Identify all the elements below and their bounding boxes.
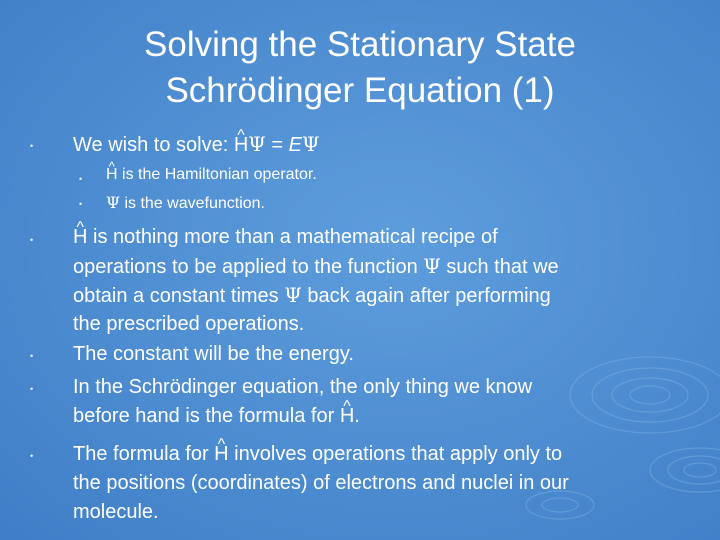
- text-run: before hand is the formula for: [73, 405, 340, 427]
- psi-symbol: Ψ: [301, 132, 320, 156]
- text-run: .: [354, 405, 360, 427]
- bullet-point-icon: •: [30, 141, 34, 151]
- bullet-text-line: [73, 373, 532, 402]
- title-line-2: Schrödinger Equation (1): [165, 71, 555, 110]
- bullet-point-icon: •: [30, 351, 34, 361]
- text-run: the positions (coordinates) of electrons and nuclei in our: [73, 472, 569, 494]
- text-run: such that we: [440, 256, 559, 278]
- text-run: E: [288, 134, 302, 156]
- text-run: The constant will be the energy.: [73, 343, 354, 365]
- bullet-text-line: [73, 281, 551, 311]
- bullet-text-line: [73, 310, 304, 339]
- bullet-text-line: [73, 469, 569, 498]
- text-run: back again after performing: [301, 285, 551, 307]
- text-run: operations to be applied to the function: [73, 256, 424, 278]
- bullet-text-line: [73, 498, 159, 527]
- bullet-text-line: [106, 164, 317, 186]
- text-run: We wish to solve:: [73, 134, 234, 156]
- title-line-1: Solving the Stationary State: [144, 25, 576, 64]
- text-run: =: [265, 134, 289, 156]
- bullet-point-icon: •: [30, 384, 34, 394]
- bullet-text-line: [73, 402, 360, 431]
- hamiltonian-symbol: ^ H: [73, 223, 87, 252]
- bullet-point-icon: •: [30, 451, 34, 461]
- bullet-text-line: [73, 440, 562, 469]
- text-run: molecule.: [73, 501, 159, 523]
- bullet-point-icon: •: [30, 235, 34, 245]
- bullet-text-line: [106, 192, 265, 215]
- psi-symbol: Ψ: [423, 254, 441, 278]
- text-run: The formula for: [73, 443, 215, 465]
- hamiltonian-symbol: ^ H: [340, 402, 354, 431]
- bullet-point-icon: •: [79, 174, 83, 184]
- text-run: In the Schrödinger equation, the only thing we know: [73, 376, 533, 398]
- psi-symbol: Ψ: [284, 283, 302, 307]
- text-run: obtain a constant times: [73, 285, 285, 307]
- text-run: the prescribed operations.: [73, 313, 305, 335]
- bullet-text-line: [73, 340, 354, 369]
- bullet-text-line: [73, 252, 559, 282]
- text-run: is the wavefunction.: [120, 195, 265, 212]
- psi-symbol: Ψ: [106, 193, 121, 212]
- text-run: involves operations that apply only to: [228, 443, 563, 465]
- bullet-point-icon: •: [79, 199, 83, 209]
- text-run: is nothing more than a mathematical recipe of: [87, 226, 498, 248]
- text-run: is the Hamiltonian operator.: [117, 166, 317, 183]
- slide-title: [40, 22, 680, 114]
- hamiltonian-symbol: ^ H: [234, 131, 248, 160]
- hamiltonian-symbol: ^ H: [214, 440, 228, 469]
- psi-symbol: Ψ: [248, 132, 266, 156]
- hamiltonian-symbol: ^ H: [106, 164, 118, 186]
- bullet-text-line: [73, 223, 498, 252]
